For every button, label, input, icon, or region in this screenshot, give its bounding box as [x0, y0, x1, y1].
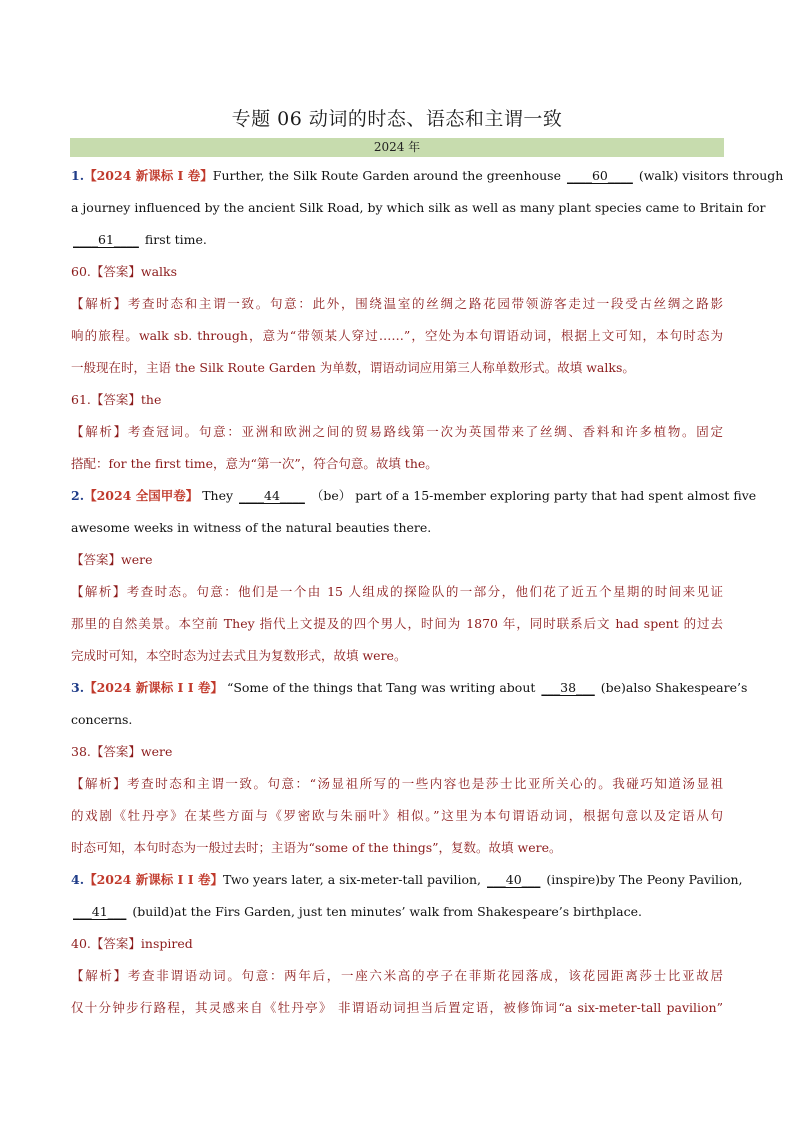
- explanation-text: inspired: [140, 936, 193, 951]
- explanation-text: 的戏剧《牡丹亭》在某些方面与《罗密欧与朱丽叶》相似。”这里为本句谓语动词，根据句意以及定语从句: [71, 808, 723, 823]
- year-header: 2024 年: [70, 138, 724, 157]
- answer-label: 【解析】: [71, 776, 128, 791]
- answer-label: 【答案】: [90, 744, 141, 759]
- explanation-text: 60.: [71, 264, 91, 279]
- answer-label: 【解析】: [71, 296, 128, 311]
- text-line: [71, 704, 723, 736]
- answer-label: 【解析】: [71, 968, 128, 983]
- text-line: [71, 448, 723, 480]
- explanation-text: were: [140, 744, 173, 759]
- explanation-text: 38.: [71, 744, 91, 759]
- text-line: [71, 256, 723, 288]
- source-tag: 【2024 新课标 I I 卷】: [84, 680, 223, 695]
- text-line: [71, 960, 723, 992]
- question-number: 3.: [71, 680, 85, 695]
- answer-blank: ___38___: [541, 680, 595, 695]
- text-line: [71, 672, 748, 704]
- explanation-text: 考查时态。句意：他们是一个由 15 人组成的探险队的一部分，他们花了近五个星期的时间来见证: [126, 584, 723, 599]
- source-tag: 【2024 新课标 I 卷】: [84, 168, 213, 183]
- text-line: [71, 192, 766, 224]
- text-line: [71, 832, 723, 864]
- text-line: [71, 608, 723, 640]
- text-line: [71, 864, 743, 896]
- explanation-text: 仅十分钟步行路程，其灵感来自《牡丹亭》 非谓语动词担当后置定语，被修饰词“a six-meter-tall pavilion”: [71, 1000, 723, 1015]
- explanation-text: the: [140, 392, 162, 407]
- answer-label: 【答案】: [90, 264, 141, 279]
- question-text: concerns.: [71, 712, 133, 727]
- explanation-text: 61.: [71, 392, 91, 407]
- question-text: (walk) visitors through: [634, 168, 784, 183]
- source-tag: 【2024 新课标 I I 卷】: [84, 872, 223, 887]
- text-line: [71, 768, 723, 800]
- explanation-text: 考查时态和主谓一致。句意：“汤显祖所写的一些内容也是莎士比亚所关心的。我碰巧知道汤显祖: [127, 776, 723, 791]
- answer-label: 【解析】: [71, 424, 128, 439]
- text-line: [71, 576, 723, 608]
- explanation-text: were: [121, 552, 153, 567]
- question-number: 4.: [71, 872, 85, 887]
- answer-label: 【答案】: [71, 552, 122, 567]
- question-text: （be） part of a 15-member exploring party that had spent almost five: [306, 488, 757, 503]
- answer-blank: ____60____: [566, 168, 633, 183]
- text-line: [71, 992, 723, 1024]
- question-text: (be)also Shakespeare’s: [596, 680, 748, 695]
- text-line: [71, 288, 723, 320]
- text-line: [71, 544, 723, 576]
- question-text: Two years later, a six-meter-tall pavilion,: [222, 872, 485, 887]
- answer-blank: ___41___: [73, 904, 127, 919]
- text-line: [71, 416, 723, 448]
- page-title: 专题 06 动词的时态、语态和主谓一致: [231, 108, 563, 130]
- question-text: a journey influenced by the ancient Silk Road, by which silk as well as many plant species came to Britain for: [71, 200, 766, 215]
- source-tag: 【2024 全国甲卷】: [84, 488, 199, 503]
- explanation-text: walks: [140, 264, 178, 279]
- question-text: (build)at the Firs Garden, just ten minutes’ walk from Shakespeare’s birthplace.: [128, 904, 642, 919]
- text-line: [71, 160, 784, 192]
- explanation-text: 搭配：for the first time，意为“第一次”，符合句意。故填 the。: [71, 456, 438, 471]
- question-text: (inspire)by The Peony Pavilion,: [542, 872, 743, 887]
- question-text: awesome weeks in witness of the natural beauties there.: [71, 520, 432, 535]
- explanation-text: 响的旅程。walk sb. through，意为“带领某人穿过……”，空处为本句谓语动词，根据上文可知，本句时态为: [71, 328, 723, 343]
- text-line: [71, 512, 723, 544]
- answer-label: 【答案】: [90, 936, 141, 951]
- text-line: [71, 736, 723, 768]
- text-line: [71, 800, 723, 832]
- answer-blank: ___40___: [487, 872, 541, 887]
- explanation-text: 考查非谓语动词。句意：两年后，一座六米高的亭子在菲斯花园落成，该花园距离莎士比亚故居: [127, 968, 723, 983]
- explanation-text: 完成时可知，本空时态为过去式且为复数形式，故填 were。: [71, 648, 407, 663]
- text-line: [71, 352, 723, 384]
- explanation-text: 40.: [71, 936, 91, 951]
- question-text: Further, the Silk Route Garden around the greenhouse: [212, 168, 565, 183]
- explanation-text: 一般现在时，主语 the Silk Route Garden 为单数，谓语动词应用第三人称单数形式。故填 walks。: [71, 360, 635, 375]
- answer-label: 【答案】: [90, 392, 141, 407]
- answer-label: 【解析】: [71, 584, 127, 599]
- text-line: [71, 320, 723, 352]
- question-text: “Some of the things that Tang was writing about: [222, 680, 540, 695]
- explanation-text: 时态可知，本句时态为一般过去时；主语为“some of the things”，复数。故填 were。: [71, 840, 562, 855]
- text-line: [71, 640, 723, 672]
- text-line: [71, 224, 723, 256]
- question-text: They: [198, 488, 238, 503]
- question-number: 1.: [71, 168, 85, 183]
- question-number: 2.: [71, 488, 85, 503]
- text-line: [71, 384, 723, 416]
- document-body: [71, 160, 784, 1024]
- explanation-text: 那里的自然美景。本空前 They 指代上文提及的四个男人，时间为 1870 年，同时联系后文 had spent 的过去: [71, 616, 723, 631]
- explanation-text: 考查冠词。句意：亚洲和欧洲之间的贸易路线第一次为英国带来了丝绸、香料和许多植物。固定: [127, 424, 723, 439]
- explanation-text: 考查时态和主谓一致。句意：此外，围绕温室的丝绸之路花园带领游客走过一段受古丝绸之路影: [127, 296, 723, 311]
- answer-blank: ____44____: [239, 488, 305, 503]
- text-line: [71, 480, 757, 512]
- answer-blank: ____61____: [73, 232, 139, 247]
- text-line: [71, 896, 723, 928]
- text-line: [71, 928, 723, 960]
- question-text: first time.: [140, 232, 207, 247]
